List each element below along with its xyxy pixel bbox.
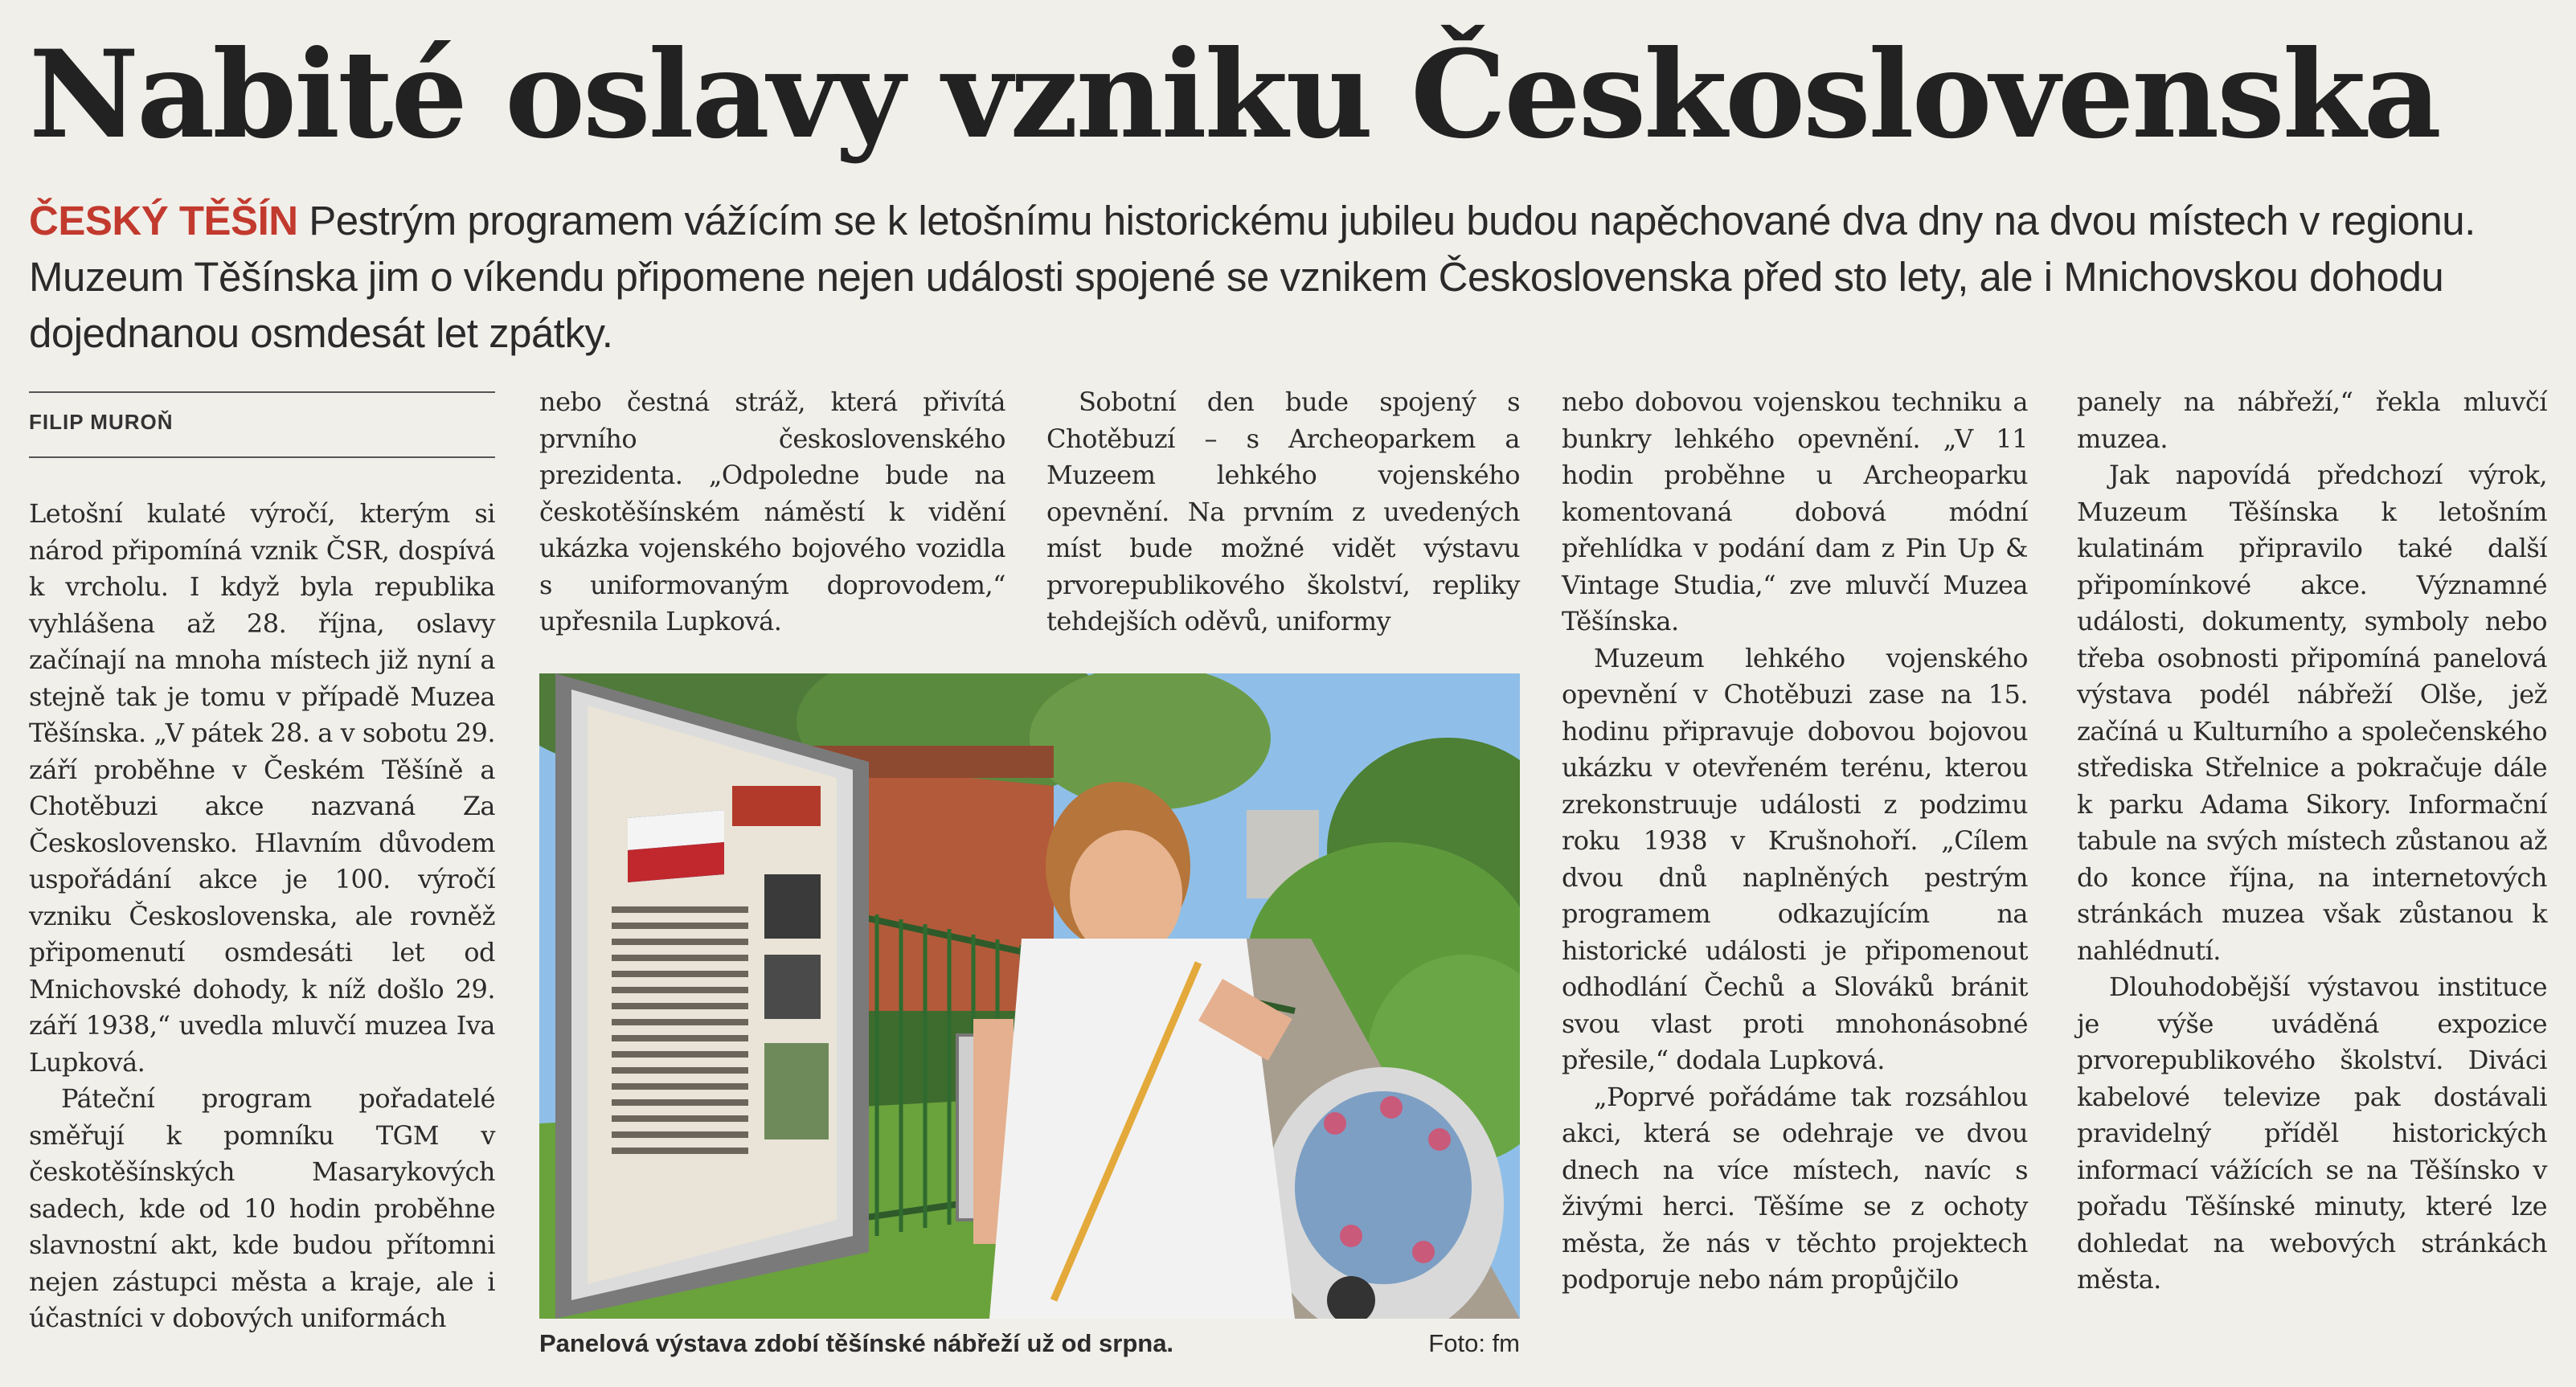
dateline-place: ČESKÝ TĚŠÍN: [29, 198, 298, 243]
paragraph: panely na nábřeží,“ řekla mluvčí muzea.: [2077, 387, 2547, 454]
byline-rule-top: [29, 391, 495, 393]
paragraph: Páteční program pořadatelé směřují k pomníku TGM v českotěšínských Masarykových sadech, kde od 10 hodin proběhne slavnostní akt, kde budou přítomni nejen zástupci města a kraje, ale i účastníci v dobových uniformách: [29, 1083, 495, 1333]
caption-text: Panelová výstava zdobí těšínské nábřeží už od srpna.: [539, 1329, 1174, 1357]
byline-rule-bottom: [29, 456, 495, 458]
paragraph: Jak napovídá předchozí výrok, Muzeum Těšínska k letošním kulatinám připravilo také další připomínkové akce. Významné události, dokumenty, symboly nebo třeba osobnosti připomíná panelová výstava podél nábřeží Olše, jež začíná u Kulturního a společenského střediska Střelnice a pokračuje dále k parku Adama Sikory. Informační tabule na svých místech zůstanou až do konce října, na internetových stránkách muzea však zůstanou k nahlédnutí.: [2077, 460, 2547, 966]
photo-caption: [539, 1328, 1520, 1360]
article-photo: [539, 673, 1520, 1319]
paragraph: „Poprvé pořádáme tak rozsáhlou akci, která se odehraje ve dvou dnech na více místech, navíc s živými herci. Těšíme se z ochoty města, že nás v těchto projektech podporuje nebo nám propůjčilo: [1562, 1081, 2028, 1295]
lead-paragraph: [29, 193, 2545, 362]
headline: Nabité oslavy vzniku Československa: [29, 24, 2439, 166]
paragraph: Muzeum lehkého vojenského opevnění v Chotěbuzi zase na 15. hodinu připravuje dobovou bojovou ukázku v otevřeném terénu, kterou zrekonstruuje události z podzimu roku 1938 v Krušnohoří. „Cílem dvou dnů naplněných pestrým programem odkazujícím na historické události je připomenout odhodlání Čechů a Slováků bránit svou vlast proti mnohonásobné přesile,“ dodala Lupková.: [1562, 642, 2028, 1075]
paragraph: Sobotní den bude spojený s Chotěbuzí – s Archeoparkem a Muzeem lehkého vojenského opevnění. Na prvním z uvedených míst bude možné vidět výstavu prvorepublikového školství, repliky tehdejších oděvů, uniformy: [1046, 387, 1520, 636]
paragraph: nebo čestná stráž, která přivítá prvního československého prezidenta. „Odpoledne bude na českotěšínském náměstí k vidění ukázka vojenského bojového vozidla s uniformovaným doprovodem,“ upřesnila Lupková.: [539, 387, 1005, 636]
article-column-2: [539, 384, 1005, 640]
paragraph: Letošní kulaté výročí, kterým si národ připomíná vznik ČSR, dospívá k vrcholu. I když byla republika vyhlášena až 28. října, oslavy začínají na mnoha místech již nyní a stejně tak je tomu v případě Muzea Těšínska. „V pátek 28. a v sobotu 29. září proběhne v Českém Těšíně a Chotěbuzi akce nazvaná Za Československo. Hlavním důvodem uspořádání akce je 100. výročí vzniku Československa, ale rovněž připomenutí osmdesáti let od Mnichovské dohody, k níž došlo 29. září 1938,“ uvedla mluvčí muzea Iva Lupková.: [29, 498, 495, 1078]
photo-credit: Foto: fm: [1428, 1329, 1520, 1357]
article-column-4: [1562, 384, 2028, 1299]
article-column-1: [29, 496, 495, 1337]
byline: FILIP MUROŇ: [29, 410, 174, 434]
paragraph: Dlouhodobější výstavou instituce je výše uváděná expozice prvorepublikového školství. Diváci kabelové televize pak dostávali pravidelný příděl historických informací vážících se na Těšínsko v pořadu Těšínské minuty, které lze dohledat na webových stránkách města.: [2077, 972, 2547, 1295]
lead-text: Pestrým programem vážícím se k letošnímu historickému jubileu budou napěchované dva dny na dvou místech v regionu. Muzeum Těšínska jim o víkendu připomene nejen události spojené se vznikem Československa před sto lety, ale i Mnichovskou dohodu dojednanou osmdesát let zpátky.: [29, 198, 2476, 356]
article-column-5: [2077, 384, 2547, 1299]
article-column-3: [1046, 384, 1520, 640]
photo-scene: [539, 673, 1520, 1319]
paragraph: nebo dobovou vojenskou techniku a bunkry lehkého opevnění. „V 11 hodin proběhne u Archeoparku komentovaná dobová módní přehlídka v podání dam z Pin Up & Vintage Studia,“ zve mluvčí Muzea Těšínska.: [1562, 387, 2028, 636]
